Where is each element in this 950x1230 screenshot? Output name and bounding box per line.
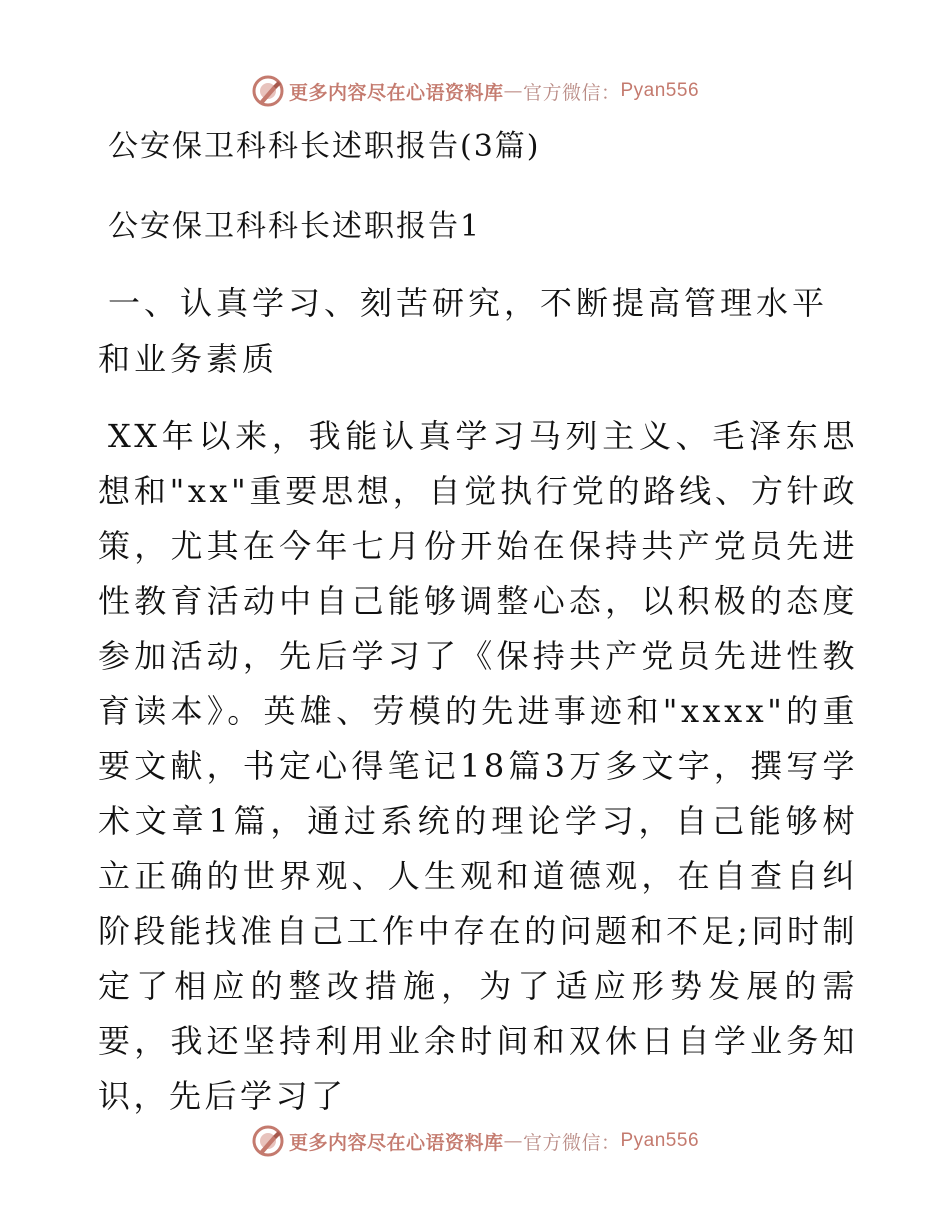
- pen-logo-icon: [251, 74, 285, 108]
- document-title: 公安保卫科科长述职报告(3篇): [108, 129, 541, 164]
- watermark-header: [0, 73, 950, 109]
- watermark-name: 更多内容尽在心语资料库: [288, 81, 504, 104]
- watermark-dash: —: [503, 1130, 523, 1152]
- document-subtitle: 公安保卫科科长述职报告1: [108, 209, 482, 244]
- watermark-dash: —: [503, 80, 523, 102]
- watermark-id: Pyan556: [620, 1130, 700, 1151]
- watermark-id: Pyan556: [620, 80, 700, 101]
- watermark-official: 官方微信：: [522, 81, 621, 104]
- document-body: [98, 125, 858, 1124]
- body-paragraph: XX年以来，我能认真学习马列主义、毛泽东思想和"xx"重要思想，自觉执行党的路线、方针政策，尤其在今年七月份开始在保持共产党员先进性教育活动中自己能够调整心态，以积极的态度参加活动，先后学习了《保持共产党员先进性教育读本》。英雄、劳模的先进事迹和"xxxx"的重要文献，书定心得笔记18篇3万多文字，撰写学术文章1篇，通过系统的理论学习，自己能够树立正确的世界观、人生观和道德观，在自查自纠阶段能找准自己工作中存在的问题和不足;同时制定了相应的整改措施，为了适应形势发展的需要，我还坚持利用业余时间和双休日自学业务知识，先后学习了: [98, 417, 858, 1115]
- watermark-footer: [0, 1123, 950, 1159]
- watermark-official: 官方微信：: [522, 1131, 621, 1154]
- watermark-name: 更多内容尽在心语资料库: [288, 1131, 504, 1154]
- pen-logo-icon: [251, 1124, 285, 1158]
- section-heading: 一、认真学习、刻苦研究，不断提高管理水平和业务素质: [98, 284, 829, 378]
